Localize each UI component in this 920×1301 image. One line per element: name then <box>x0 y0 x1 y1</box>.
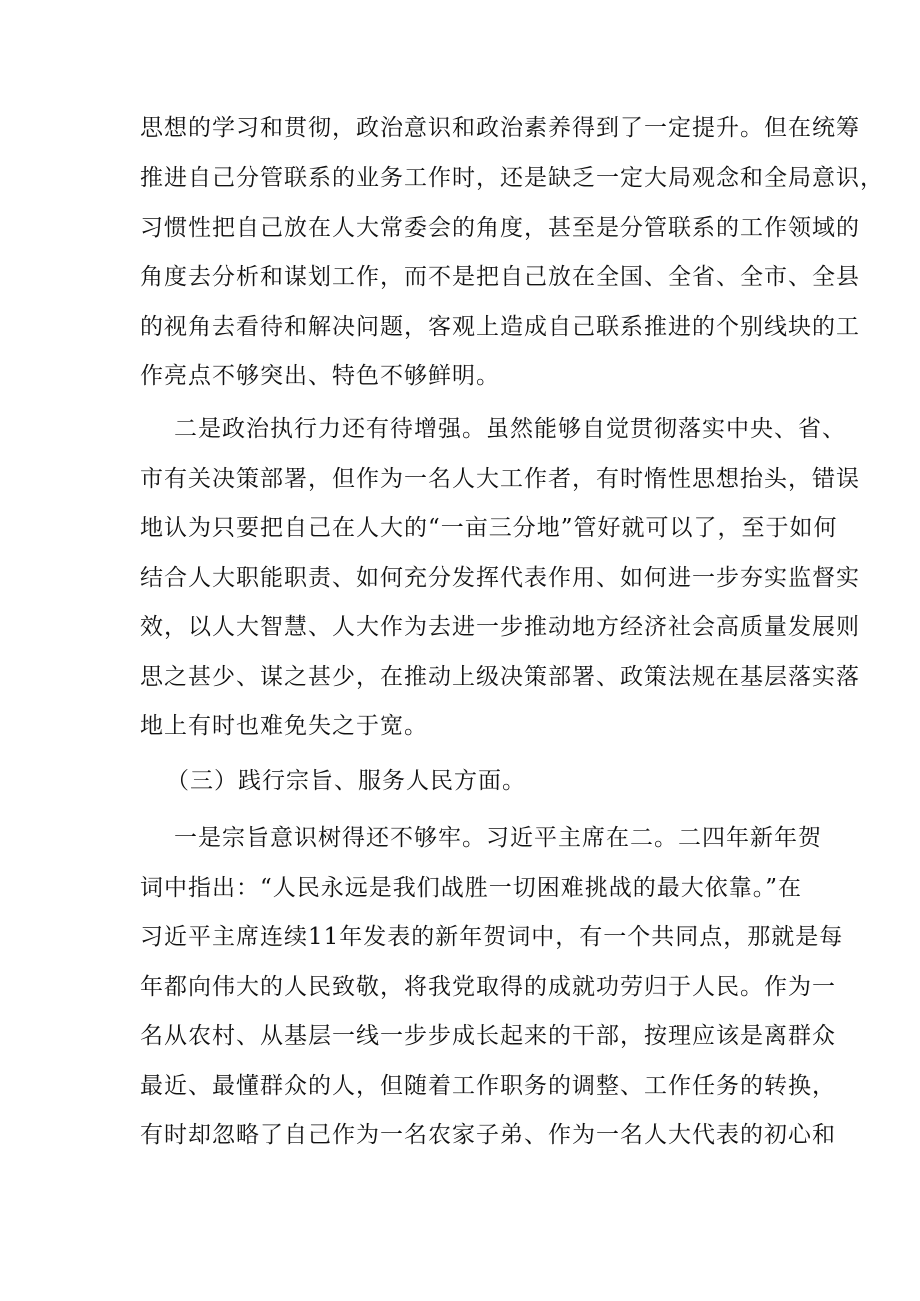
text-line: 角度去分析和谋划工作，而不是把自己放在全国、全省、全市、全县 <box>140 264 860 290</box>
text-line: 效，以人大智慧、人大作为去进一步推动地方经济社会高质量发展则 <box>140 614 860 640</box>
text-line: 习惯性把自己放在人大常委会的角度，甚至是分管联系的工作领域的 <box>140 215 860 241</box>
paragraph-first-line: 二是政治执行力还有待增强。虽然能够自觉贯彻落实中央、省、 <box>174 416 846 442</box>
text-line: 思之甚少、谋之甚少，在推动上级决策部署、政策法规在基层落实落 <box>140 664 860 690</box>
text-line: 地认为只要把自己在人大的“一亩三分地”管好就可以了，至于如何 <box>140 515 838 541</box>
text-line: 有时却忽略了自己作为一名农家子弟、作为一名人大代表的初心和 <box>140 1122 836 1148</box>
text-line: 习近平主席连续11年发表的新年贺词中，有一个共同点，那就是每 <box>140 924 844 950</box>
text-line: 地上有时也难免失之于宽。 <box>140 713 428 739</box>
text-line: 推进自己分管联系的业务工作时，还是缺乏一定大局观念和全局意识， <box>140 165 884 191</box>
text-line: 市有关决策部署，但作为一名人大工作者，有时惰性思想抬头，错误 <box>140 466 860 492</box>
text-line: 作亮点不够突出、特色不够鲜明。 <box>140 363 500 389</box>
text-line: 词中指出：“人民永远是我们战胜一切困难挑战的最大依靠。”在 <box>140 875 803 901</box>
section-heading: （三）践行宗旨、服务人民方面。 <box>166 768 526 794</box>
text-line: 最近、最懂群众的人，但随着工作职务的调整、工作任务的转换， <box>140 1073 836 1099</box>
text-line: 年都向伟大的人民致敬，将我党取得的成就功劳归于人民。作为一 <box>140 974 836 1000</box>
text-line: 结合人大职能职责、如何充分发挥代表作用、如何进一步夯实监督实 <box>140 565 860 591</box>
text-line: 思想的学习和贯彻，政治意识和政治素养得到了一定提升。但在统筹 <box>140 115 860 141</box>
text-line: 名从农村、从基层一线一步步成长起来的干部，按理应该是离群众 <box>140 1023 836 1049</box>
paragraph-first-line: 一是宗旨意识树得还不够牢。习近平主席在二。二四年新年贺 <box>174 825 822 851</box>
text-line: 的视角去看待和解决问题，客观上造成自己联系推进的个别线块的工 <box>140 314 860 340</box>
